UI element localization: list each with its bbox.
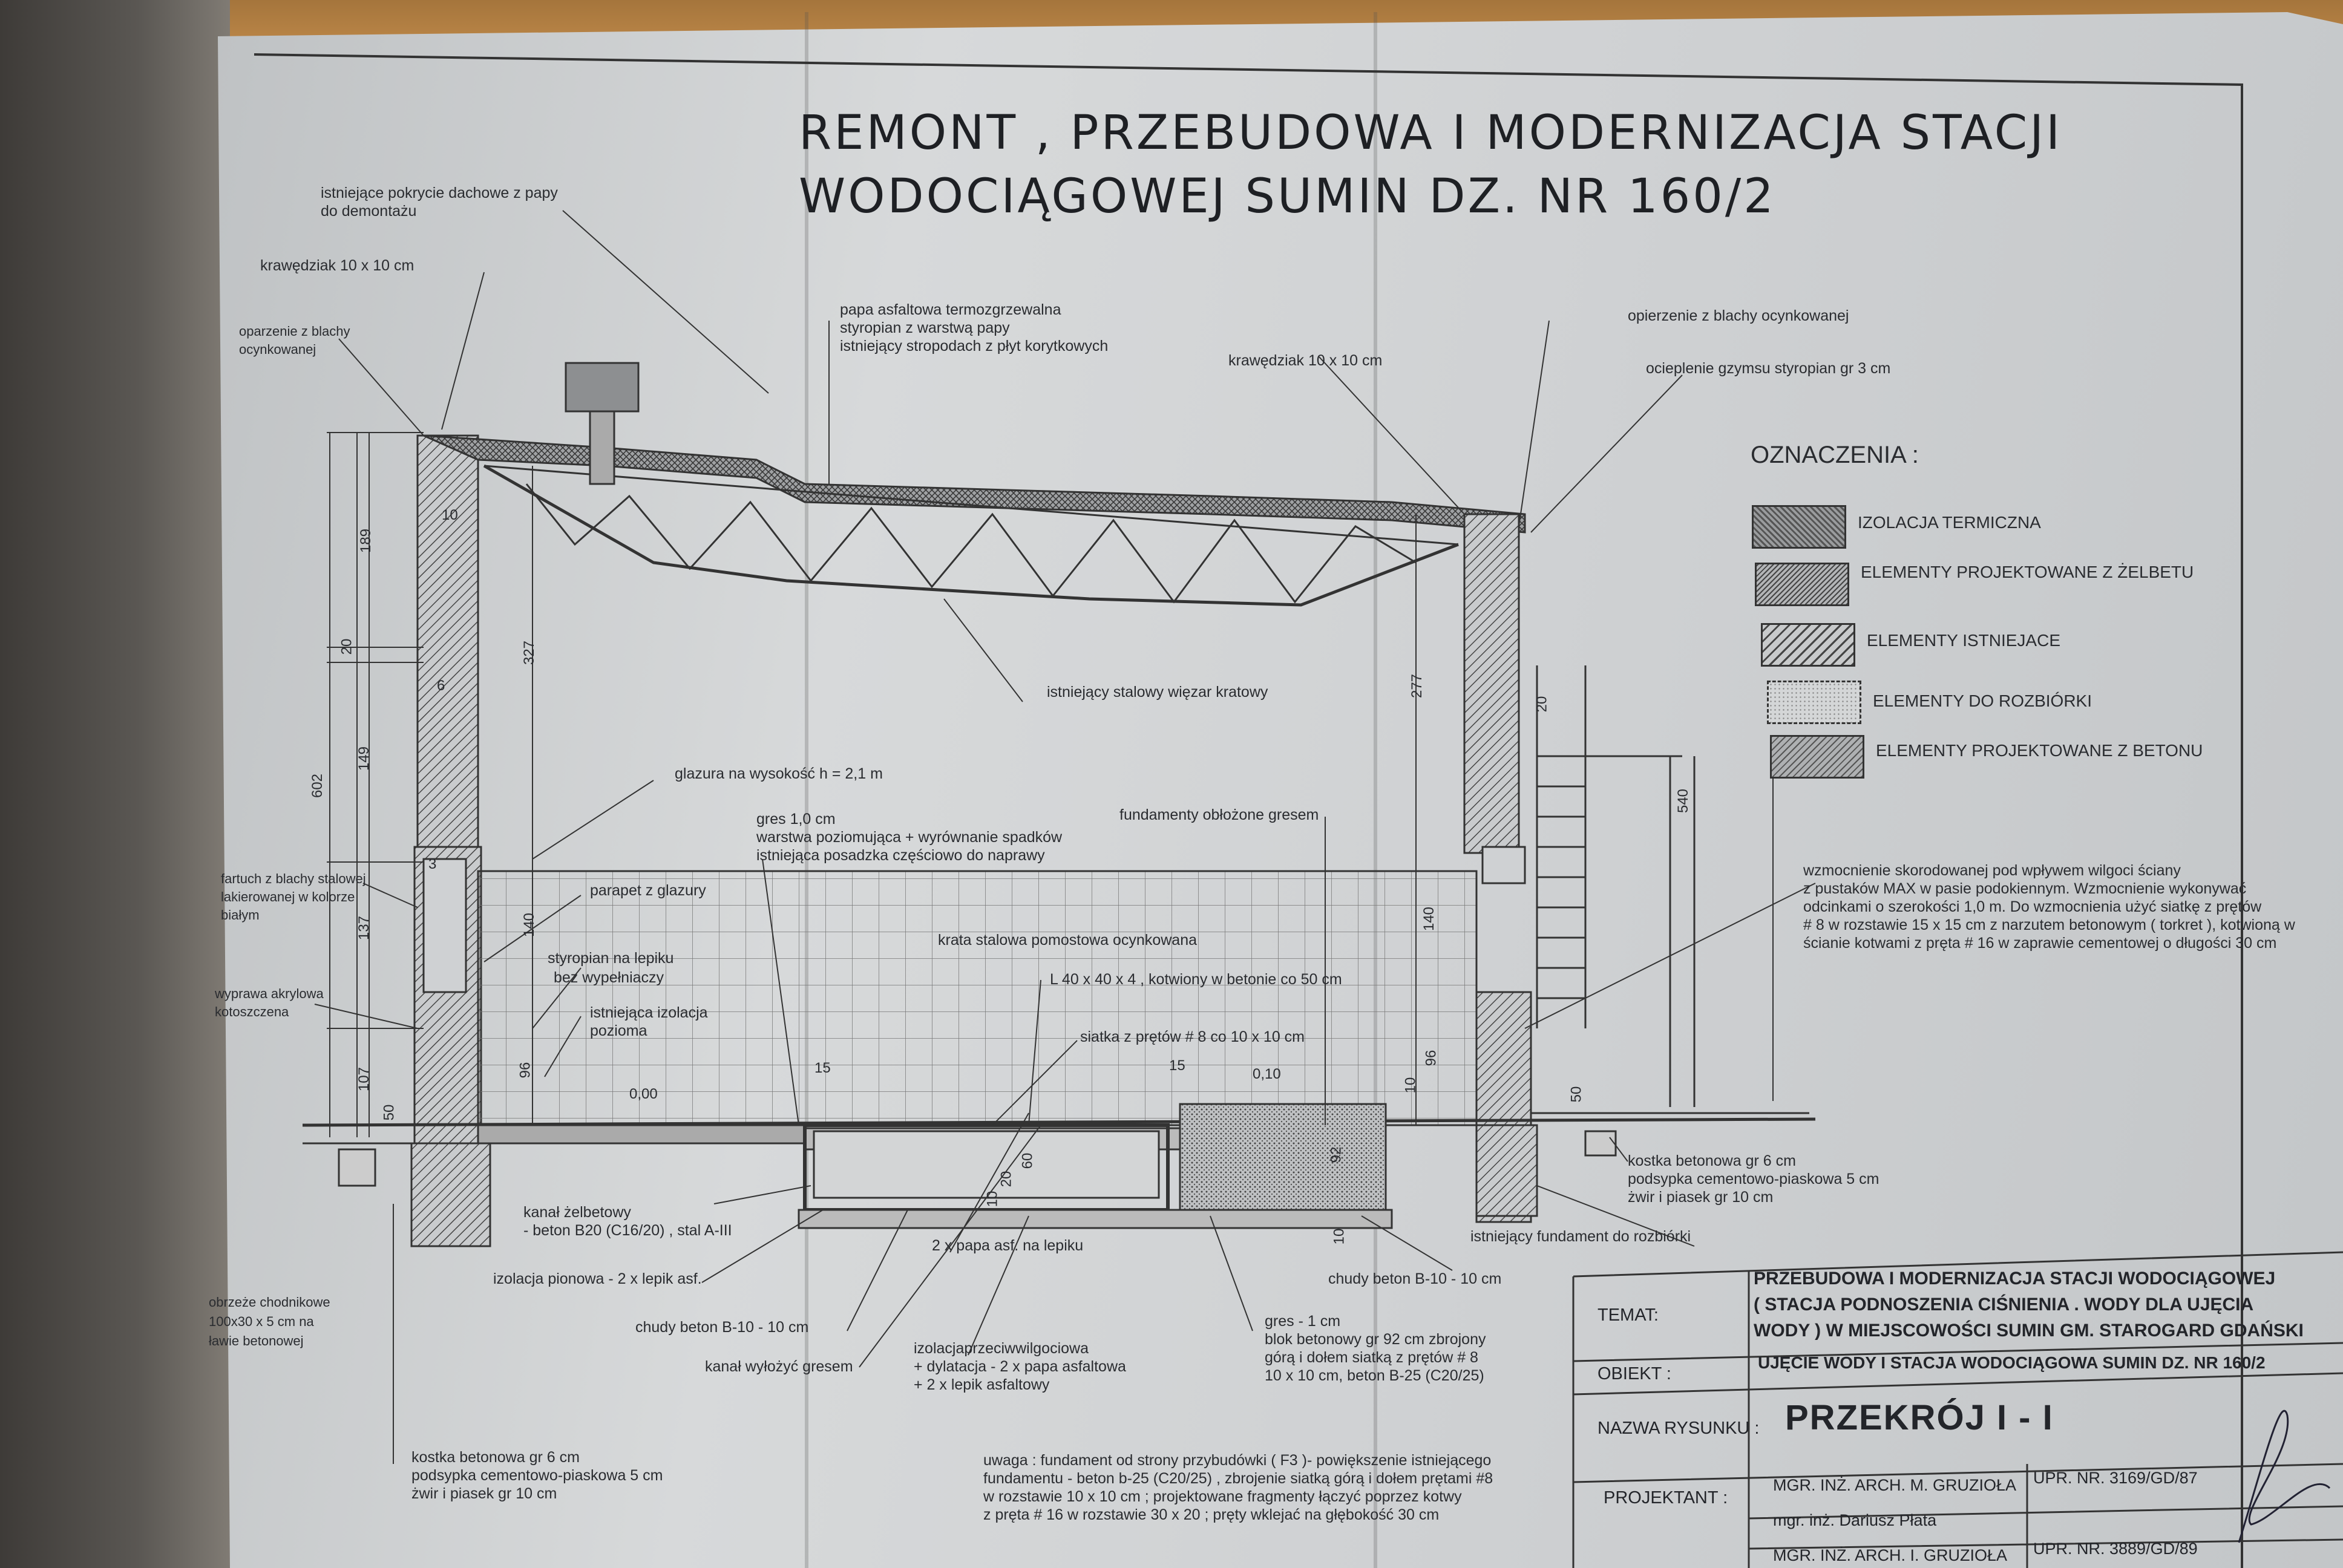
annotation: wzmocnienie skorodowanej pod wpływem wilgoci ściany (1803, 862, 2181, 879)
designer-license: UPR. NR. 3169/GD/87 (2033, 1469, 2198, 1487)
annotation: lakierowanej w kolorze (221, 889, 355, 904)
dimension-label: 10 (984, 1191, 1001, 1207)
dimension-label: 10 (1331, 1228, 1348, 1245)
title-block-label: OBIEKT : (1598, 1364, 1671, 1383)
annotation: kostka betonowa gr 6 cm (1628, 1152, 1796, 1169)
dimension-label: 602 (309, 773, 326, 799)
dimension-label: 6 (437, 678, 445, 694)
dimension-label: 107 (356, 1067, 373, 1092)
dimension-label: 20 (1533, 696, 1550, 713)
dimension-label: 327 (521, 640, 538, 665)
annotation: kanał wyłożyć gresem (705, 1358, 853, 1375)
annotation: podsypka cementowo-piaskowa 5 cm (1628, 1171, 1879, 1187)
title-block-object: UJĘCIE WODY I STACJA WODOCIĄGOWA SUMIN DZ. NR 160/2 (1758, 1353, 2266, 1372)
drawing-note: fundamentu - beton b-25 (C20/25) , zbrojenie siatką górą i dołem prętami #8 (983, 1470, 1493, 1487)
annotation: podsypka cementowo-piaskowa 5 cm (411, 1467, 663, 1484)
title-block-subject: WODY ) W MIEJSCOWOŚCI SUMIN GM. STAROGARD GDAŃSKI (1754, 1321, 2304, 1341)
drawing-title-line1: REMONT , PRZEBUDOWA I MODERNIZACJA STACJI (799, 106, 2063, 160)
annotation: # 8 w rozstawie 15 x 15 cm z narzutem betonowym ( torkret ), kotwioną w (1803, 916, 2295, 933)
designer-license: UPR. NR. 3889/GD/89 (2033, 1540, 2198, 1558)
annotation: parapet z glazury (590, 882, 706, 899)
annotation: kanał żelbetowy (523, 1204, 631, 1221)
annotation: fundamenty obłożone gresem (1119, 806, 1319, 823)
dimension-label: 137 (356, 915, 373, 941)
annotation: glazura na wysokość h = 2,1 m (675, 765, 883, 782)
dimension-label: 540 (1675, 788, 1692, 814)
annotation: do demontażu (321, 203, 417, 220)
annotation: żwir i piasek gr 10 cm (1628, 1189, 1774, 1206)
annotation: białym (221, 907, 260, 923)
title-block-label: NAZWA RYSUNKU : (1598, 1419, 1760, 1438)
legend-label: ELEMENTY DO ROZBIÓRKI (1873, 691, 2092, 710)
dimension-label: 60 (1019, 1152, 1036, 1169)
annotation: gres 1,0 cm (756, 811, 836, 828)
drawing-name: PRZEKRÓJ I - I (1785, 1398, 2054, 1437)
annotation: kotoszczena (215, 1004, 289, 1019)
drawing-title-line2: WODOCIĄGOWEJ SUMIN DZ. NR 160/2 (799, 169, 1776, 224)
title-block-label: TEMAT: (1598, 1305, 1659, 1325)
annotation: istniejące pokrycie dachowe z papy (321, 185, 558, 201)
annotation: ławie betonowej (209, 1333, 304, 1348)
dimension-label: 3 (428, 856, 437, 872)
designer-name: MGR. INŻ. ARCH. I. GRUZIOŁA (1773, 1546, 2008, 1564)
annotation: 10 x 10 cm, beton B-25 (C20/25) (1265, 1367, 1484, 1384)
annotation: pozioma (590, 1022, 647, 1039)
annotation: odcinkami o szerokości 1,0 m. Do wzmocnienia użyć siatkę z prętów (1803, 898, 2262, 915)
annotation: obrzeże chodnikowe (209, 1295, 330, 1310)
annotation: + 2 x lepik asfaltowy (914, 1376, 1050, 1393)
annotation: siatka z prętów # 8 co 10 x 10 cm (1080, 1028, 1305, 1045)
dimension-label: 92 (1328, 1146, 1345, 1163)
dimension-label: 15 (814, 1060, 831, 1076)
annotation: istniejąca posadzka częściowo do naprawy (756, 847, 1045, 864)
annotation: ocieplenie gzymsu styropian gr 3 cm (1646, 360, 1891, 377)
annotation: chudy beton B-10 - 10 cm (635, 1319, 809, 1336)
annotation: żwir i piasek gr 10 cm (411, 1485, 557, 1502)
annotation: opierzenie z blachy ocynkowanej (1628, 307, 1849, 324)
drawing-note: z pręta # 16 w rozstawie 30 x 20 ; pręty wklejać na głębokość 30 cm (983, 1506, 1440, 1523)
annotation: + dylatacja - 2 x papa asfaltowa (914, 1358, 1126, 1375)
annotation: krata stalowa pomostowa ocynkowana (938, 932, 1198, 949)
annotation: L 40 x 40 x 4 , kotwiony w betonie co 50 cm (1050, 971, 1342, 988)
legend-swatch-existing (1761, 623, 1855, 667)
legend-swatch-concrete (1770, 735, 1864, 779)
dimension-label: 140 (521, 912, 538, 938)
annotation: oparzenie z blachy (239, 324, 350, 339)
dimension-label: 10 (442, 507, 458, 523)
dimension-label: 277 (1409, 673, 1426, 699)
dimension-label: 189 (358, 528, 375, 554)
legend-heading: OZNACZENIA : (1751, 442, 1919, 468)
annotation: gres - 1 cm (1265, 1313, 1341, 1330)
annotation: 100x30 x 5 cm na (209, 1314, 314, 1329)
annotation: 2 x papa asf. na lepiku (932, 1237, 1084, 1254)
annotation: krawędziak 10 x 10 cm (1228, 352, 1383, 369)
annotation: ocynkowanej (239, 342, 316, 357)
dimension-label: 50 (1568, 1086, 1585, 1103)
annotation: - beton B20 (C16/20) , stal A-III (523, 1222, 732, 1239)
legend-label: IZOLACJA TERMICZNA (1858, 513, 2041, 532)
dimension-label: 20 (998, 1171, 1015, 1187)
legend-label: ELEMENTY ISTNIEJACE (1867, 631, 2061, 650)
designer-name: mgr. inż. Dariusz Płata (1773, 1511, 1937, 1529)
annotation: bez wypełniaczy (554, 969, 664, 986)
legend-swatch-thermal (1752, 505, 1846, 549)
dimension-label: 10 (1402, 1077, 1419, 1094)
annotation: fartuch z blachy stalowej (221, 871, 366, 886)
drawing-note: w rozstawie 10 x 10 cm ; projektowane fragmenty łączyć poprzez kotwy (983, 1488, 1462, 1505)
dimension-label: 140 (1421, 906, 1438, 932)
annotation: istniejący stalowy więzar kratowy (1047, 684, 1268, 701)
legend-swatch-reinforced (1755, 563, 1849, 606)
annotation: krawędziak 10 x 10 cm (260, 257, 415, 274)
annotation: ścianie kotwami z pręta # 16 w zaprawie cementowej o długości 30 cm (1803, 935, 2277, 952)
dimension-label: 0,10 (1253, 1066, 1281, 1082)
annotation: kostka betonowa gr 6 cm (411, 1449, 580, 1466)
annotation: papa asfaltowa termozgrzewalna (840, 301, 1061, 318)
drawing-note: uwaga : fundament od strony przybudówki ( F3 )- powiększenie istniejącego (983, 1452, 1492, 1469)
annotation: chudy beton B-10 - 10 cm (1328, 1270, 1502, 1287)
title-block-subject: PRZEBUDOWA I MODERNIZACJA STACJI WODOCIĄGOWEJ (1754, 1269, 2276, 1289)
dimension-label: 15 (1169, 1057, 1185, 1074)
dimension-label: 96 (1423, 1050, 1440, 1067)
annotation: styropian z warstwą papy (840, 319, 1010, 336)
designer-name: MGR. INŻ. ARCH. M. GRUZIOŁA (1773, 1476, 2017, 1494)
legend-swatch-demolition (1767, 681, 1861, 724)
annotation: istniejący fundament do rozbiórki (1470, 1228, 1691, 1245)
annotation: górą i dołem siatką z prętów # 8 (1265, 1349, 1478, 1366)
title-block-subject: ( STACJA PODNOSZENIA CIŚNIENIA . WODY DLA UJĘCIA (1754, 1295, 2254, 1315)
annotation: izolacjaprzeciwwilgociowa (914, 1340, 1089, 1357)
dimension-label: 0,00 (629, 1086, 658, 1102)
annotation: blok betonowy gr 92 cm zbrojony (1265, 1331, 1486, 1348)
legend-label: ELEMENTY PROJEKTOWANE Z ŻELBETU (1861, 563, 2194, 581)
dimension-label: 50 (381, 1104, 398, 1121)
title-block-label: PROJEKTANT : (1604, 1488, 1728, 1508)
annotation: wyprawa akrylowa (215, 986, 324, 1001)
annotation: z pustaków MAX w pasie podokiennym. Wzmocnienie wykonywać (1803, 880, 2247, 897)
legend-label: ELEMENTY PROJEKTOWANE Z BETONU (1876, 741, 2203, 760)
annotation: izolacja pionowa - 2 x lepik asf. (493, 1270, 702, 1287)
dimension-label: 96 (517, 1062, 534, 1079)
annotation: istniejący stropodach z płyt korytkowych (840, 338, 1109, 354)
dimension-label: 149 (356, 746, 373, 771)
annotation: styropian na lepiku (548, 950, 674, 967)
annotation: warstwa poziomująca + wyrównanie spadków (756, 829, 1063, 846)
dimension-label: 20 (338, 638, 355, 655)
annotation: istniejąca izolacja (590, 1004, 708, 1021)
